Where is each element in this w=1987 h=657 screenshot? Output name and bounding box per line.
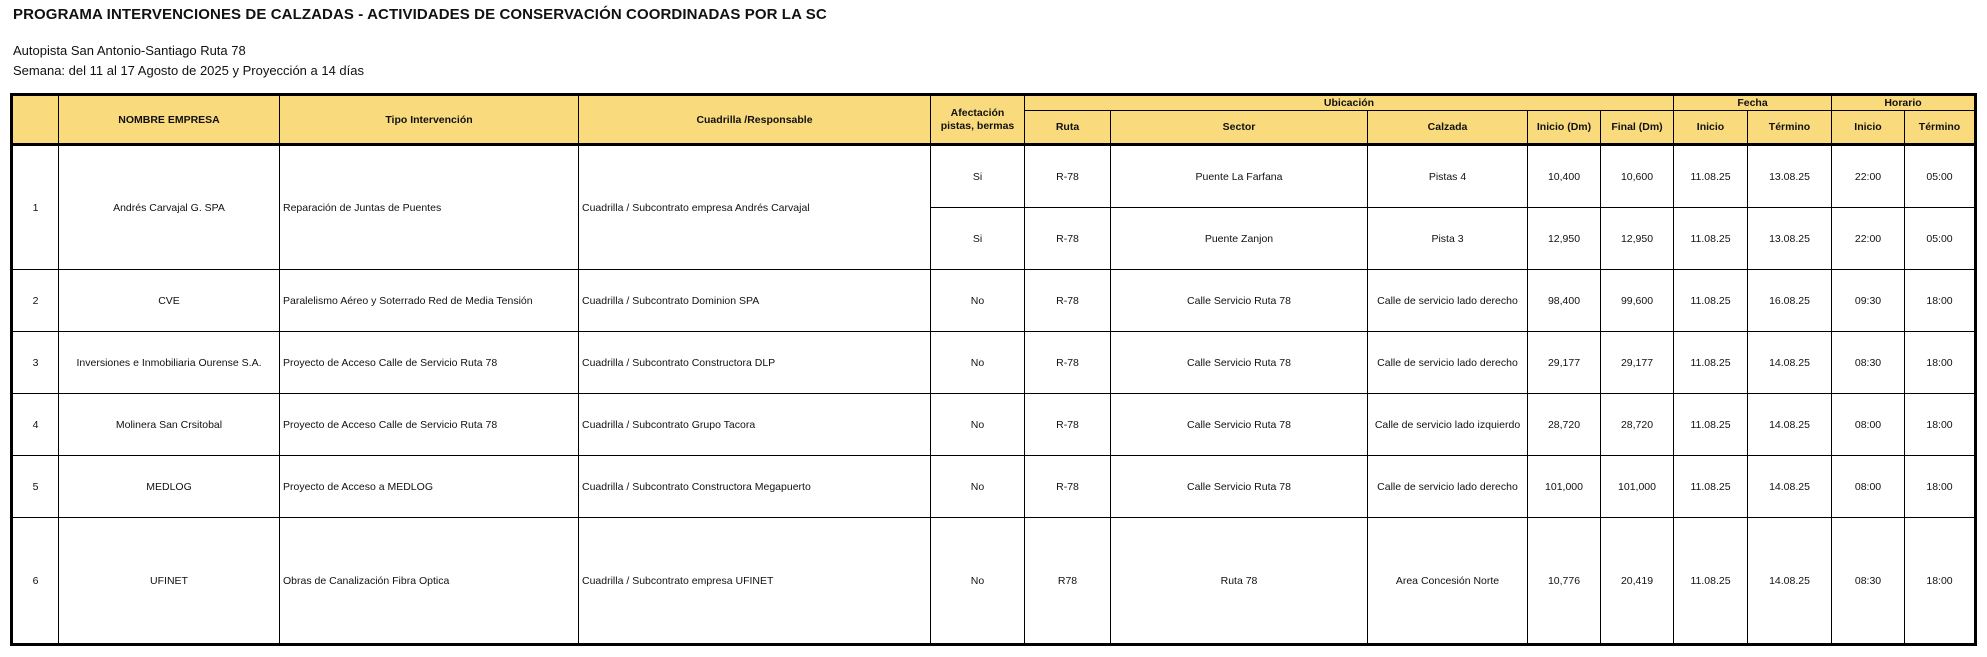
cell-final-dm: 28,720 [1601,394,1674,456]
cell-afectacion: No [931,456,1025,518]
cell-calzada: Calle de servicio lado izquierdo [1368,394,1528,456]
cell-calzada: Pistas 4 [1368,145,1528,208]
cell-sector: Calle Servicio Ruta 78 [1111,394,1368,456]
cell-sector: Ruta 78 [1111,518,1368,645]
cell-hora-termino: 05:00 [1905,208,1976,270]
cell-empresa: Andrés Carvajal G. SPA [59,145,280,270]
cell-fecha-inicio: 11.08.25 [1674,208,1748,270]
header-afectacion: Afectación pistas, bermas [931,95,1025,145]
table-row [12,456,1976,518]
cell-ruta: R-78 [1025,145,1111,208]
header-horario-group: Horario [1832,95,1976,111]
cell-inicio-dm: 98,400 [1528,270,1601,332]
header-final-dm: Final (Dm) [1601,111,1674,145]
header-number [12,95,59,145]
highway-name: Autopista San Antonio-Santiago Ruta 78 [13,43,246,58]
cell-inicio-dm: 29,177 [1528,332,1601,394]
cell-hora-inicio: 09:30 [1832,270,1905,332]
cell-cuadrilla: Cuadrilla / Subcontrato Constructora DLP [579,332,931,394]
week-range: Semana: del 11 al 17 Agosto de 2025 y Proyección a 14 días [13,63,364,78]
cell-final-dm: 10,600 [1601,145,1674,208]
cell-fecha-inicio: 11.08.25 [1674,518,1748,645]
header-fecha-group: Fecha [1674,95,1832,111]
cell-ruta: R-78 [1025,270,1111,332]
cell-hora-inicio: 08:30 [1832,518,1905,645]
cell-hora-inicio: 08:00 [1832,456,1905,518]
cell-sector: Calle Servicio Ruta 78 [1111,332,1368,394]
cell-hora-termino: 18:00 [1905,394,1976,456]
cell-inicio-dm: 12,950 [1528,208,1601,270]
cell-ruta: R-78 [1025,456,1111,518]
cell-fecha-termino: 14.08.25 [1748,394,1832,456]
cell-inicio-dm: 10,400 [1528,145,1601,208]
cell-final-dm: 20,419 [1601,518,1674,645]
cell-afectacion: Si [931,145,1025,208]
header-tipo: Tipo Intervención [280,95,579,145]
cell-ruta: R-78 [1025,394,1111,456]
table-row [12,145,1976,208]
cell-tipo: Proyecto de Acceso a MEDLOG [280,456,579,518]
cell-sector: Puente Zanjon [1111,208,1368,270]
cell-number: 6 [12,518,59,645]
cell-cuadrilla: Cuadrilla / Subcontrato empresa UFINET [579,518,931,645]
cell-hora-inicio: 08:00 [1832,394,1905,456]
cell-sector: Calle Servicio Ruta 78 [1111,270,1368,332]
header-fecha-inicio: Inicio [1674,111,1748,145]
cell-afectacion: No [931,518,1025,645]
table-row [12,518,1976,645]
cell-ruta: R-78 [1025,208,1111,270]
cell-hora-inicio: 08:30 [1832,332,1905,394]
cell-final-dm: 101,000 [1601,456,1674,518]
interventions-table [10,93,1977,646]
cell-number: 3 [12,332,59,394]
cell-hora-inicio: 22:00 [1832,145,1905,208]
cell-cuadrilla: Cuadrilla / Subcontrato empresa Andrés Carvajal [579,145,931,270]
cell-ruta: R-78 [1025,332,1111,394]
cell-hora-termino: 18:00 [1905,456,1976,518]
cell-number: 1 [12,145,59,270]
cell-number: 4 [12,394,59,456]
cell-calzada: Pista 3 [1368,208,1528,270]
table-row [12,270,1976,332]
cell-empresa: Molinera San Crsitobal [59,394,280,456]
cell-calzada: Calle de servicio lado derecho [1368,456,1528,518]
header-hora-inicio: Inicio [1832,111,1905,145]
cell-number: 5 [12,456,59,518]
cell-inicio-dm: 28,720 [1528,394,1601,456]
cell-cuadrilla: Cuadrilla / Subcontrato Grupo Tacora [579,394,931,456]
cell-hora-termino: 18:00 [1905,518,1976,645]
cell-fecha-termino: 14.08.25 [1748,332,1832,394]
cell-cuadrilla: Cuadrilla / Subcontrato Constructora Megapuerto [579,456,931,518]
cell-cuadrilla: Cuadrilla / Subcontrato Dominion SPA [579,270,931,332]
cell-tipo: Proyecto de Acceso Calle de Servicio Ruta 78 [280,332,579,394]
cell-tipo: Proyecto de Acceso Calle de Servicio Ruta 78 [280,394,579,456]
header-cuadrilla: Cuadrilla /Responsable [579,95,931,145]
cell-fecha-termino: 16.08.25 [1748,270,1832,332]
header-sector: Sector [1111,111,1368,145]
cell-fecha-termino: 13.08.25 [1748,208,1832,270]
cell-empresa: CVE [59,270,280,332]
header-hora-termino: Término [1905,111,1976,145]
cell-empresa: MEDLOG [59,456,280,518]
cell-fecha-inicio: 11.08.25 [1674,456,1748,518]
page-title: PROGRAMA INTERVENCIONES DE CALZADAS - ACTIVIDADES DE CONSERVACIÓN COORDINADAS POR LA SC [13,6,827,23]
cell-fecha-inicio: 11.08.25 [1674,394,1748,456]
header-calzada: Calzada [1368,111,1528,145]
table-row [12,332,1976,394]
cell-final-dm: 99,600 [1601,270,1674,332]
cell-number: 2 [12,270,59,332]
cell-fecha-inicio: 11.08.25 [1674,270,1748,332]
cell-calzada: Area Concesión Norte [1368,518,1528,645]
cell-hora-termino: 18:00 [1905,270,1976,332]
cell-hora-termino: 05:00 [1905,145,1976,208]
cell-final-dm: 29,177 [1601,332,1674,394]
header-ubicacion-group: Ubicación [1025,95,1674,111]
cell-calzada: Calle de servicio lado derecho [1368,270,1528,332]
cell-empresa: Inversiones e Inmobiliaria Ourense S.A. [59,332,280,394]
cell-afectacion: No [931,394,1025,456]
cell-empresa: UFINET [59,518,280,645]
cell-ruta: R78 [1025,518,1111,645]
cell-afectacion: Si [931,208,1025,270]
header-fecha-termino: Término [1748,111,1832,145]
cell-tipo: Reparación de Juntas de Puentes [280,145,579,270]
cell-tipo: Paralelismo Aéreo y Soterrado Red de Media Tensión [280,270,579,332]
cell-final-dm: 12,950 [1601,208,1674,270]
cell-afectacion: No [931,332,1025,394]
header-empresa: NOMBRE EMPRESA [59,95,280,145]
header-inicio-dm: Inicio (Dm) [1528,111,1601,145]
cell-sector: Puente La Farfana [1111,145,1368,208]
cell-afectacion: No [931,270,1025,332]
table-row [12,394,1976,456]
cell-fecha-inicio: 11.08.25 [1674,332,1748,394]
cell-calzada: Calle de servicio lado derecho [1368,332,1528,394]
cell-sector: Calle Servicio Ruta 78 [1111,456,1368,518]
cell-tipo: Obras de Canalización Fibra Optica [280,518,579,645]
cell-inicio-dm: 10,776 [1528,518,1601,645]
cell-hora-termino: 18:00 [1905,332,1976,394]
cell-fecha-termino: 14.08.25 [1748,456,1832,518]
header-ruta: Ruta [1025,111,1111,145]
cell-fecha-termino: 14.08.25 [1748,518,1832,645]
cell-hora-inicio: 22:00 [1832,208,1905,270]
cell-fecha-inicio: 11.08.25 [1674,145,1748,208]
cell-fecha-termino: 13.08.25 [1748,145,1832,208]
cell-inicio-dm: 101,000 [1528,456,1601,518]
